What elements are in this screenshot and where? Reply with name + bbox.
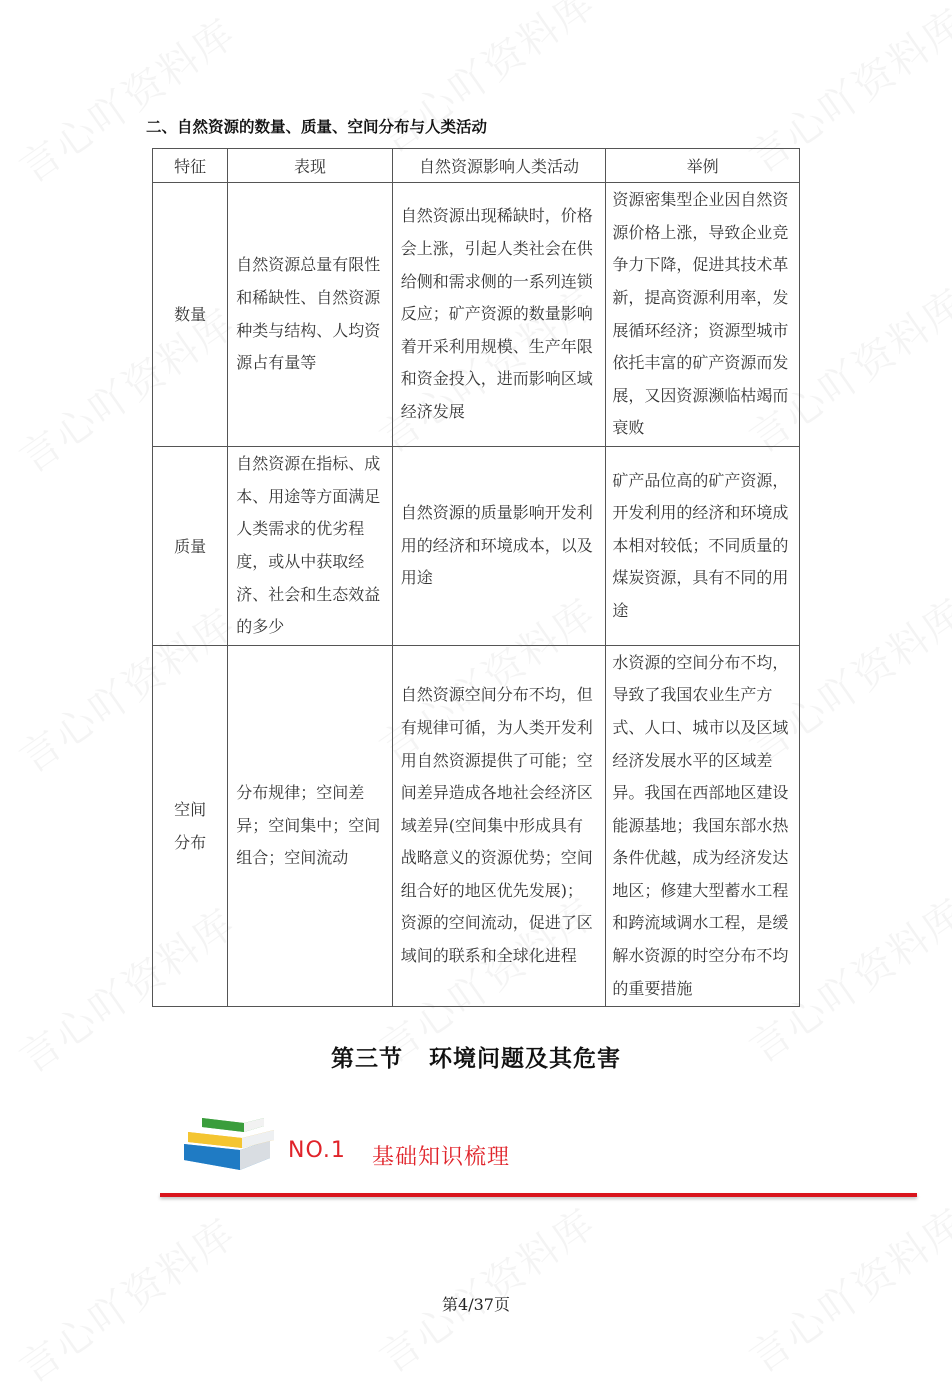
header-impact: 自然资源影响人类活动 — [392, 149, 606, 183]
banner-badge: NO.1 — [288, 1138, 346, 1163]
red-divider — [160, 1193, 917, 1197]
table-header-row — [153, 149, 800, 183]
table-row — [153, 183, 800, 447]
watermark-text — [736, 1193, 952, 1384]
table-row — [153, 646, 800, 1007]
banner-label: 基础知识梳理 — [372, 1145, 511, 1170]
section-banner — [180, 1110, 580, 1180]
watermark-text — [366, 1193, 605, 1384]
feature-label: 质量 — [174, 536, 207, 556]
watermark-text — [366, 0, 605, 164]
chapter-name: 环境问题及其危害 — [429, 1046, 621, 1072]
cell-impact: 自然资源出现稀缺时，价格会上涨，引起人类社会在供给侧和需求侧的一系列连锁反应；矿产资源的数量影响着开采利用规模、生产年限和资金投入，进而影响区域经济发展 — [392, 183, 606, 447]
cell-manifestation: 分布规律；空间差异；空间集中；空间组合；空间流动 — [228, 646, 393, 1007]
cell-feature — [153, 447, 228, 646]
cell-example: 矿产品位高的矿产资源，开发利用的经济和环境成本相对较低；不同质量的煤炭资源，具有不同的用途 — [606, 447, 800, 646]
chapter-title — [0, 1040, 952, 1073]
books-icon — [180, 1110, 280, 1178]
header-example: 举例 — [606, 149, 800, 183]
cell-impact: 自然资源的质量影响开发利用的经济和环境成本，以及用途 — [392, 447, 606, 646]
header-feature: 特征 — [153, 149, 228, 183]
chapter-number: 第三节 — [331, 1046, 403, 1072]
cell-impact: 自然资源空间分布不均，但有规律可循，为人类开发利用自然资源提供了可能；空间差异造成各地社会经济区域差异(空间集中形成具有战略意义的资源优势；空间组合好的地区优先发展)；资源的空间流动，促进了区域间的联系和全球化进程 — [392, 646, 606, 1007]
feature-label: 数量 — [174, 305, 207, 324]
feature-label-line2: 分布 — [174, 833, 207, 852]
resources-table — [152, 148, 800, 1007]
header-manifestation: 表现 — [228, 149, 393, 183]
cell-manifestation: 自然资源总量有限性和稀缺性、自然资源种类与结构、人均资源占有量等 — [228, 183, 393, 447]
table-row — [153, 447, 800, 646]
cell-feature — [153, 183, 228, 447]
cell-example: 资源密集型企业因自然资源价格上涨，导致企业竞争力下降，促进其技术革新，提高资源利用率，发展循环经济；资源型城市依托丰富的矿产资源而发展，又因资源濒临枯竭而衰败 — [606, 183, 800, 447]
cell-example: 水资源的空间分布不均，导致了我国农业生产方式、人口、城市以及区域经济发展水平的区域差异。我国在西部地区建设能源基地；我国东部水热条件优越，成为经济发达地区；修建大型蓄水工程和跨流域调水工程，是缓解水资源的时空分布不均的重要措施 — [606, 646, 800, 1007]
cell-manifestation: 自然资源在指标、成本、用途等方面满足人类需求的优劣程度，或从中获取经济、社会和生态效益的多少 — [228, 447, 393, 646]
cell-feature — [153, 646, 228, 1007]
section-heading: 二、自然资源的数量、质量、空间分布与人类活动 — [146, 118, 488, 136]
page-indicator: 第4/37页 — [442, 1295, 510, 1314]
feature-label-line1: 空间 — [174, 800, 207, 819]
